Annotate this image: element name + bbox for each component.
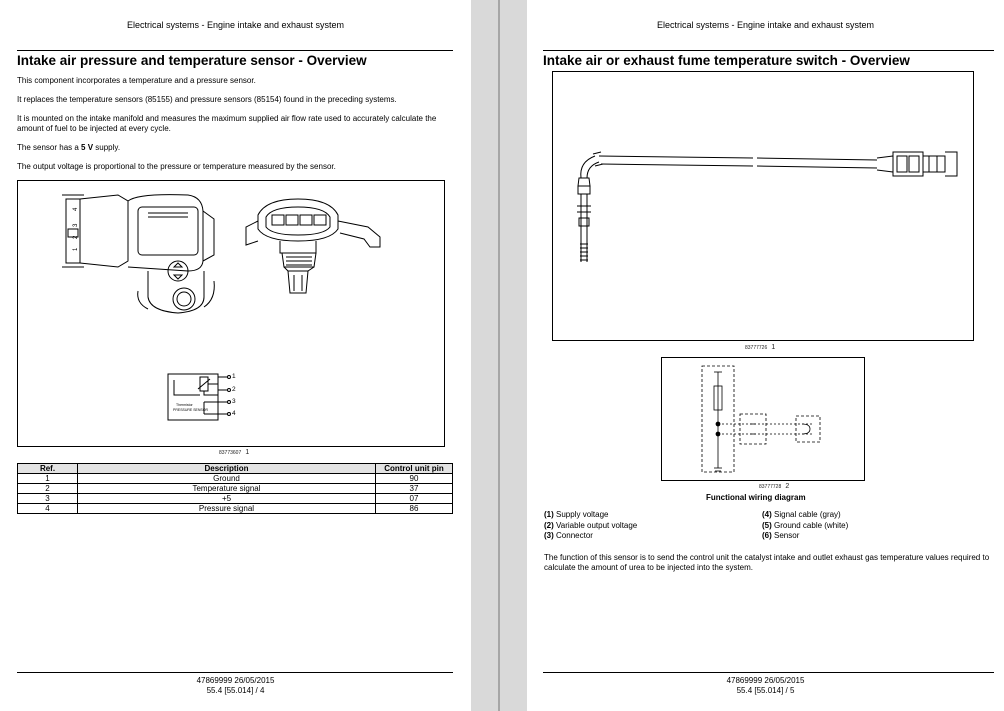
connector-pin-label: 3 bbox=[73, 223, 79, 227]
page-footer bbox=[527, 676, 1004, 696]
figure-number: 1 bbox=[245, 449, 250, 456]
footer-doc-date: 47869999 26/05/2015 bbox=[196, 676, 275, 685]
table-cell: 07 bbox=[376, 494, 453, 504]
supply-paragraph bbox=[17, 143, 453, 153]
legend-text: Sensor bbox=[774, 531, 800, 540]
table-row bbox=[18, 494, 453, 504]
table-cell: 4 bbox=[18, 504, 78, 514]
right-page bbox=[527, 0, 1004, 711]
legend-num: (4) bbox=[762, 510, 772, 519]
temperature-switch-drawing bbox=[553, 72, 973, 340]
schematic-pin-label: 4 bbox=[232, 410, 236, 417]
paragraph: It is mounted on the intake manifold and measures the maximum supplied air flow rate used to accurately calculate the amount of fuel to be injected at every cycle. bbox=[17, 114, 437, 133]
table-cell: 3 bbox=[18, 494, 78, 504]
legend-item bbox=[762, 531, 848, 542]
paragraph: This component incorporates a temperature and a pressure sensor. bbox=[17, 76, 256, 85]
figure-caption bbox=[745, 344, 775, 351]
figure-number: 1 bbox=[771, 344, 776, 351]
table-cell: +5 bbox=[78, 494, 376, 504]
page-header: Electrical systems - Engine intake and exhaust system bbox=[126, 20, 345, 30]
table-row bbox=[18, 484, 453, 494]
legend-right bbox=[762, 510, 848, 542]
supply-suffix: supply. bbox=[93, 143, 121, 152]
schematic-label: Thermistor bbox=[176, 403, 193, 407]
figure-id: 83777728 bbox=[759, 484, 782, 490]
schematic-pin-label: 2 bbox=[232, 386, 236, 393]
page-gutter bbox=[471, 0, 527, 711]
left-page bbox=[0, 0, 471, 711]
page-title: Intake air or exhaust fume temperature switch - Overview bbox=[543, 53, 910, 68]
legend-item bbox=[544, 521, 637, 532]
legend-num: (6) bbox=[762, 531, 772, 540]
table-cell: 86 bbox=[376, 504, 453, 514]
page-title: Intake air pressure and temperature sensor - Overview bbox=[17, 53, 367, 68]
table-row bbox=[18, 474, 453, 484]
table-cell: Ground bbox=[78, 474, 376, 484]
legend-num: (3) bbox=[544, 531, 554, 540]
table-cell: 2 bbox=[18, 484, 78, 494]
legend-text: Supply voltage bbox=[556, 510, 609, 519]
footer-rule bbox=[543, 672, 994, 673]
temperature-switch-figure bbox=[552, 71, 974, 341]
table-header-row bbox=[18, 464, 453, 474]
legend-text: Ground cable (white) bbox=[774, 520, 849, 530]
supply-value: 5 V bbox=[81, 143, 94, 152]
connector-pin-label: 2 bbox=[73, 235, 79, 239]
footer-doc-date: 47869999 26/05/2015 bbox=[726, 676, 805, 685]
supply-prefix: The sensor has a bbox=[17, 143, 82, 152]
table-cell: 1 bbox=[18, 474, 78, 484]
sensor-figure bbox=[17, 180, 445, 447]
table-header: Control unit pin bbox=[376, 464, 453, 474]
figure-id: 83777726 bbox=[745, 345, 768, 351]
page-footer bbox=[0, 676, 471, 696]
title-rule bbox=[17, 50, 453, 51]
figure-caption bbox=[759, 483, 789, 490]
table-row bbox=[18, 504, 453, 514]
table-header: Description bbox=[78, 464, 376, 474]
connector-pin-label: 4 bbox=[73, 207, 79, 211]
paragraph: The output voltage is proportional to the pressure or temperature measured by the sensor. bbox=[17, 162, 336, 171]
schematic-pin-label: 3 bbox=[232, 398, 236, 405]
table-cell: 90 bbox=[376, 474, 453, 484]
schematic-label: PRESSURE SENSOR bbox=[173, 408, 209, 412]
connector-pin-label: 1 bbox=[73, 247, 79, 251]
pin-table bbox=[17, 463, 453, 514]
page-header: Electrical systems - Engine intake and exhaust system bbox=[656, 20, 875, 30]
paragraph: It replaces the temperature sensors (85155) and pressure sensors (85154) found in the preceding systems. bbox=[17, 95, 397, 104]
wiring-diagram-figure bbox=[661, 357, 865, 481]
figure-id: 83773607 bbox=[219, 450, 242, 456]
legend-item bbox=[762, 521, 848, 532]
schematic-pin-label: 1 bbox=[232, 373, 236, 380]
table-cell: Temperature signal bbox=[78, 484, 376, 494]
title-rule bbox=[543, 50, 994, 51]
legend-text: Variable output voltage bbox=[556, 520, 638, 530]
legend-item bbox=[544, 510, 637, 521]
legend-text: Connector bbox=[556, 531, 593, 540]
legend-num: (2) bbox=[544, 520, 554, 530]
footer-page-ref: 55.4 [55.014] / 4 bbox=[206, 686, 265, 695]
footer-page-ref: 55.4 [55.014] / 5 bbox=[736, 686, 795, 695]
legend-num: (5) bbox=[762, 520, 772, 530]
table-cell: 37 bbox=[376, 484, 453, 494]
figure-number: 2 bbox=[785, 483, 790, 490]
function-paragraph: The function of this sensor is to send the control unit the catalyst intake and outlet exhaust gas temperature values required to calculate the amount of urea to be injected into the system. bbox=[544, 553, 990, 572]
figure-caption bbox=[219, 449, 249, 456]
legend-item bbox=[762, 510, 848, 521]
footer-rule bbox=[17, 672, 453, 673]
diagram-caption: Functional wiring diagram bbox=[706, 493, 806, 502]
table-cell: Pressure signal bbox=[78, 504, 376, 514]
table-header: Ref. bbox=[18, 464, 78, 474]
legend-left bbox=[544, 510, 637, 542]
sensor-drawing bbox=[18, 181, 444, 446]
legend-item bbox=[544, 531, 637, 542]
wiring-diagram-drawing bbox=[662, 358, 864, 480]
legend-text: Signal cable (gray) bbox=[774, 510, 841, 519]
legend-num: (1) bbox=[544, 510, 554, 519]
